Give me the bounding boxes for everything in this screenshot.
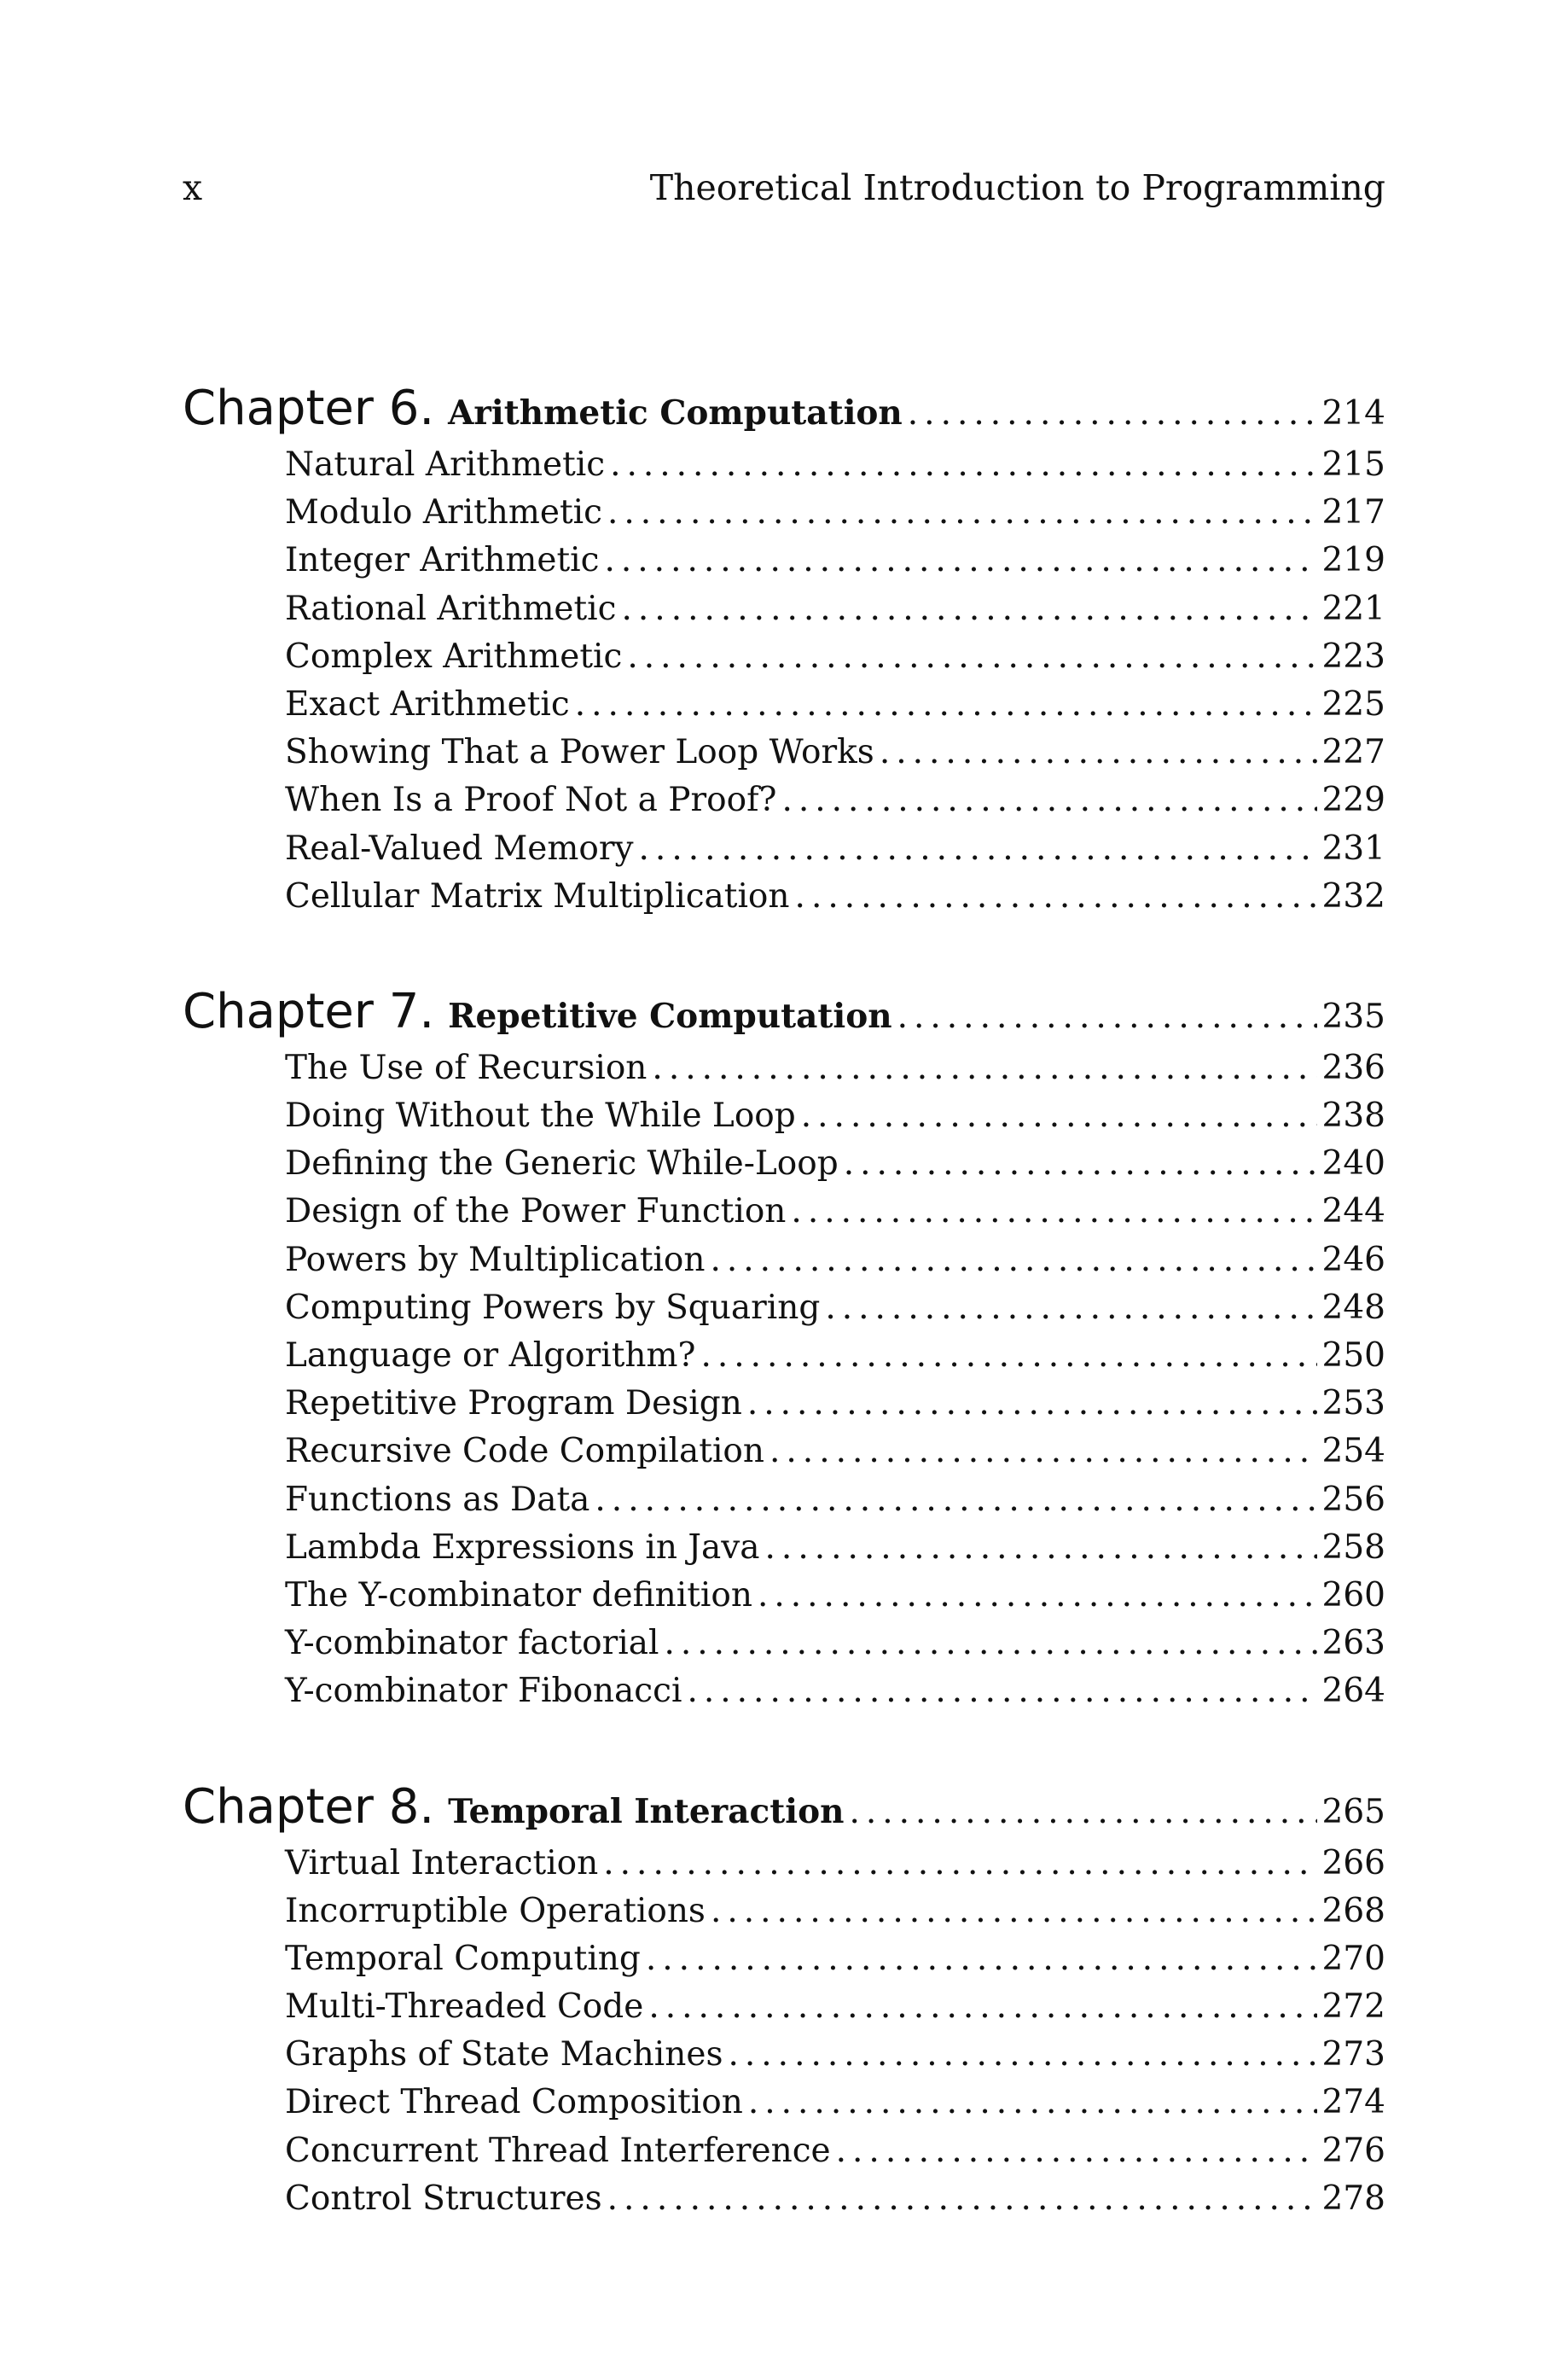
entry-page-number: 223 <box>1321 637 1385 676</box>
entry-title: Modulo Arithmetic <box>285 493 602 532</box>
entry-title: Functions as Data <box>285 1480 590 1519</box>
entry-title: Incorruptible Operations <box>285 1891 706 1930</box>
toc-entry[interactable] <box>183 1289 1385 1336</box>
entry-title: Powers by Multiplication <box>285 1240 706 1279</box>
toc-entry[interactable] <box>183 877 1385 925</box>
entry-page-number: 274 <box>1321 2083 1385 2122</box>
chapter-6 <box>183 381 1385 925</box>
toc-entry[interactable] <box>183 1241 1385 1289</box>
toc-entry[interactable] <box>183 1097 1385 1144</box>
entry-title: Control Structures <box>285 2179 602 2218</box>
entry-page-number: 248 <box>1321 1288 1385 1327</box>
toc-entry[interactable] <box>183 1940 1385 1987</box>
entry-page-number: 225 <box>1321 684 1385 724</box>
entry-page-number: 253 <box>1321 1384 1385 1423</box>
chapter-heading[interactable] <box>183 1779 1385 1844</box>
chapter-page-number: 235 <box>1321 997 1385 1036</box>
chapter-label: Chapter 6. <box>183 381 435 436</box>
dot-leader <box>648 1987 1316 2026</box>
dot-leader <box>844 1144 1317 1183</box>
toc-entry[interactable] <box>183 1144 1385 1192</box>
dot-leader <box>646 1940 1317 1978</box>
entry-page-number: 232 <box>1321 876 1385 916</box>
dot-leader <box>781 781 1316 819</box>
chapter-8 <box>183 1779 1385 2228</box>
entry-title: Graphs of State Machines <box>285 2035 723 2074</box>
toc-entry[interactable] <box>183 781 1385 829</box>
entry-page-number: 264 <box>1321 1672 1385 1711</box>
dot-leader <box>607 493 1317 532</box>
table-of-contents <box>183 381 1385 2286</box>
dot-leader <box>639 829 1317 868</box>
entry-title: Doing Without the While Loop <box>285 1097 796 1136</box>
dot-leader <box>652 1049 1316 1087</box>
chapter-label: Chapter 7. <box>183 983 435 1039</box>
entry-page-number: 217 <box>1321 493 1385 532</box>
entry-page-number: 236 <box>1321 1048 1385 1087</box>
book-title: Theoretical Introduction to Programming <box>649 167 1385 208</box>
dot-leader <box>622 590 1317 628</box>
toc-entry[interactable] <box>183 2083 1385 2131</box>
entry-page-number: 231 <box>1321 829 1385 868</box>
chapter-page-number: 214 <box>1321 394 1385 433</box>
toc-entry[interactable] <box>183 1987 1385 2035</box>
entry-title: When Is a Proof Not a Proof? <box>285 781 777 820</box>
dot-leader <box>836 2132 1317 2170</box>
toc-entry[interactable] <box>183 1892 1385 1940</box>
dot-leader <box>791 1192 1316 1231</box>
entry-title: The Use of Recursion <box>285 1048 648 1087</box>
dot-leader <box>711 1892 1317 1930</box>
entry-page-number: 246 <box>1321 1240 1385 1279</box>
dot-leader <box>748 2083 1317 2121</box>
entry-title: Direct Thread Composition <box>285 2083 743 2122</box>
dot-leader <box>607 2179 1317 2218</box>
dot-leader <box>687 1672 1316 1710</box>
entry-title: Repetitive Program Design <box>285 1384 742 1423</box>
dot-leader <box>769 1432 1317 1470</box>
chapter-label: Chapter 8. <box>183 1778 435 1835</box>
dot-leader <box>710 1241 1316 1279</box>
entry-page-number: 270 <box>1321 1939 1385 1978</box>
entry-title: Concurrent Thread Interference <box>285 2131 831 2170</box>
entry-title: Natural Arithmetic <box>285 445 606 484</box>
entry-title: Exact Arithmetic <box>285 684 570 724</box>
entry-title: Y-combinator Fibonacci <box>285 1672 682 1711</box>
dot-leader <box>575 685 1317 724</box>
dot-leader <box>880 733 1317 771</box>
dot-leader <box>604 541 1316 579</box>
toc-entry[interactable] <box>183 1049 1385 1097</box>
entry-page-number: 272 <box>1321 1987 1385 2027</box>
entry-title: Integer Arithmetic <box>285 541 600 580</box>
entry-title: Recursive Code Compilation <box>285 1432 765 1471</box>
entry-title: Language or Algorithm? <box>285 1336 696 1375</box>
entry-page-number: 229 <box>1321 781 1385 820</box>
toc-entry[interactable] <box>183 445 1385 493</box>
toc-entry[interactable] <box>183 2035 1385 2083</box>
entry-page-number: 215 <box>1321 445 1385 484</box>
toc-entry[interactable] <box>183 541 1385 589</box>
toc-entry[interactable] <box>183 829 1385 877</box>
dot-leader <box>758 1576 1317 1615</box>
toc-entry[interactable] <box>183 1384 1385 1432</box>
entry-page-number: 263 <box>1321 1624 1385 1663</box>
entry-page-number: 221 <box>1321 589 1385 628</box>
dot-leader <box>627 637 1316 676</box>
entry-title: Complex Arithmetic <box>285 637 623 676</box>
dot-leader <box>795 877 1317 916</box>
entry-page-number: 227 <box>1321 733 1385 772</box>
chapter-heading[interactable] <box>183 984 1385 1049</box>
chapter-title: Arithmetic Computation <box>448 393 903 433</box>
dot-leader <box>747 1384 1317 1423</box>
toc-entry[interactable] <box>183 1844 1385 1892</box>
toc-entry[interactable] <box>183 685 1385 733</box>
entry-page-number: 260 <box>1321 1575 1385 1615</box>
entry-page-number: 250 <box>1321 1336 1385 1375</box>
dot-leader <box>765 1528 1317 1567</box>
dot-leader <box>610 445 1316 484</box>
dot-leader <box>849 1793 1316 1831</box>
toc-entry[interactable] <box>183 2132 1385 2179</box>
entry-title: Showing That a Power Loop Works <box>285 733 874 772</box>
dot-leader <box>728 2035 1316 2074</box>
entry-title: Cellular Matrix Multiplication <box>285 876 790 916</box>
chapter-heading[interactable] <box>183 381 1385 445</box>
entry-title: Defining the Generic While-Loop <box>285 1144 839 1184</box>
toc-entry[interactable] <box>183 637 1385 685</box>
entry-title: Y-combinator factorial <box>285 1624 659 1663</box>
toc-entry[interactable] <box>183 1624 1385 1672</box>
entry-title: Computing Powers by Squaring <box>285 1288 821 1327</box>
toc-entry[interactable] <box>183 733 1385 781</box>
toc-entry[interactable] <box>183 1481 1385 1528</box>
entry-title: Temporal Computing <box>285 1939 641 1978</box>
entry-page-number: 219 <box>1321 541 1385 580</box>
entry-page-number: 244 <box>1321 1192 1385 1231</box>
dot-leader <box>825 1289 1316 1327</box>
toc-entry[interactable] <box>183 1528 1385 1576</box>
dot-leader <box>664 1624 1316 1662</box>
dot-leader <box>603 1844 1316 1882</box>
entry-title: Virtual Interaction <box>285 1843 599 1882</box>
chapter-page-number: 265 <box>1321 1792 1385 1831</box>
entry-page-number: 258 <box>1321 1527 1385 1567</box>
page-folio: x <box>183 167 203 208</box>
entry-title: Multi-Threaded Code <box>285 1987 644 2027</box>
entry-page-number: 266 <box>1321 1843 1385 1882</box>
entry-page-number: 278 <box>1321 2179 1385 2218</box>
running-head <box>183 164 1385 212</box>
dot-leader <box>801 1097 1317 1135</box>
entry-page-number: 273 <box>1321 2035 1385 2074</box>
entry-title: Lambda Expressions in Java <box>285 1527 760 1567</box>
toc-entry[interactable] <box>183 1336 1385 1384</box>
toc-entry[interactable] <box>183 1192 1385 1240</box>
entry-title: Rational Arithmetic <box>285 589 617 628</box>
entry-page-number: 240 <box>1321 1144 1385 1184</box>
dot-leader <box>897 998 1317 1036</box>
chapter-7 <box>183 984 1385 1720</box>
toc-entry[interactable] <box>183 1672 1385 1719</box>
dot-leader <box>700 1336 1316 1375</box>
entry-title: Design of the Power Function <box>285 1192 787 1231</box>
entry-page-number: 254 <box>1321 1432 1385 1471</box>
toc-entry[interactable] <box>183 2179 1385 2227</box>
dot-leader <box>595 1481 1316 1519</box>
entry-page-number: 268 <box>1321 1891 1385 1930</box>
entry-page-number: 256 <box>1321 1480 1385 1519</box>
toc-entry[interactable] <box>183 590 1385 637</box>
chapter-title: Repetitive Computation <box>448 996 892 1036</box>
chapter-title: Temporal Interaction <box>448 1791 845 1831</box>
entry-page-number: 238 <box>1321 1097 1385 1136</box>
dot-leader <box>908 394 1317 433</box>
entry-title: Real-Valued Memory <box>285 829 634 868</box>
entry-title: The Y-combinator definition <box>285 1575 752 1615</box>
toc-entry[interactable] <box>183 1576 1385 1624</box>
entry-page-number: 276 <box>1321 2131 1385 2170</box>
toc-entry[interactable] <box>183 1432 1385 1480</box>
toc-entry[interactable] <box>183 493 1385 541</box>
